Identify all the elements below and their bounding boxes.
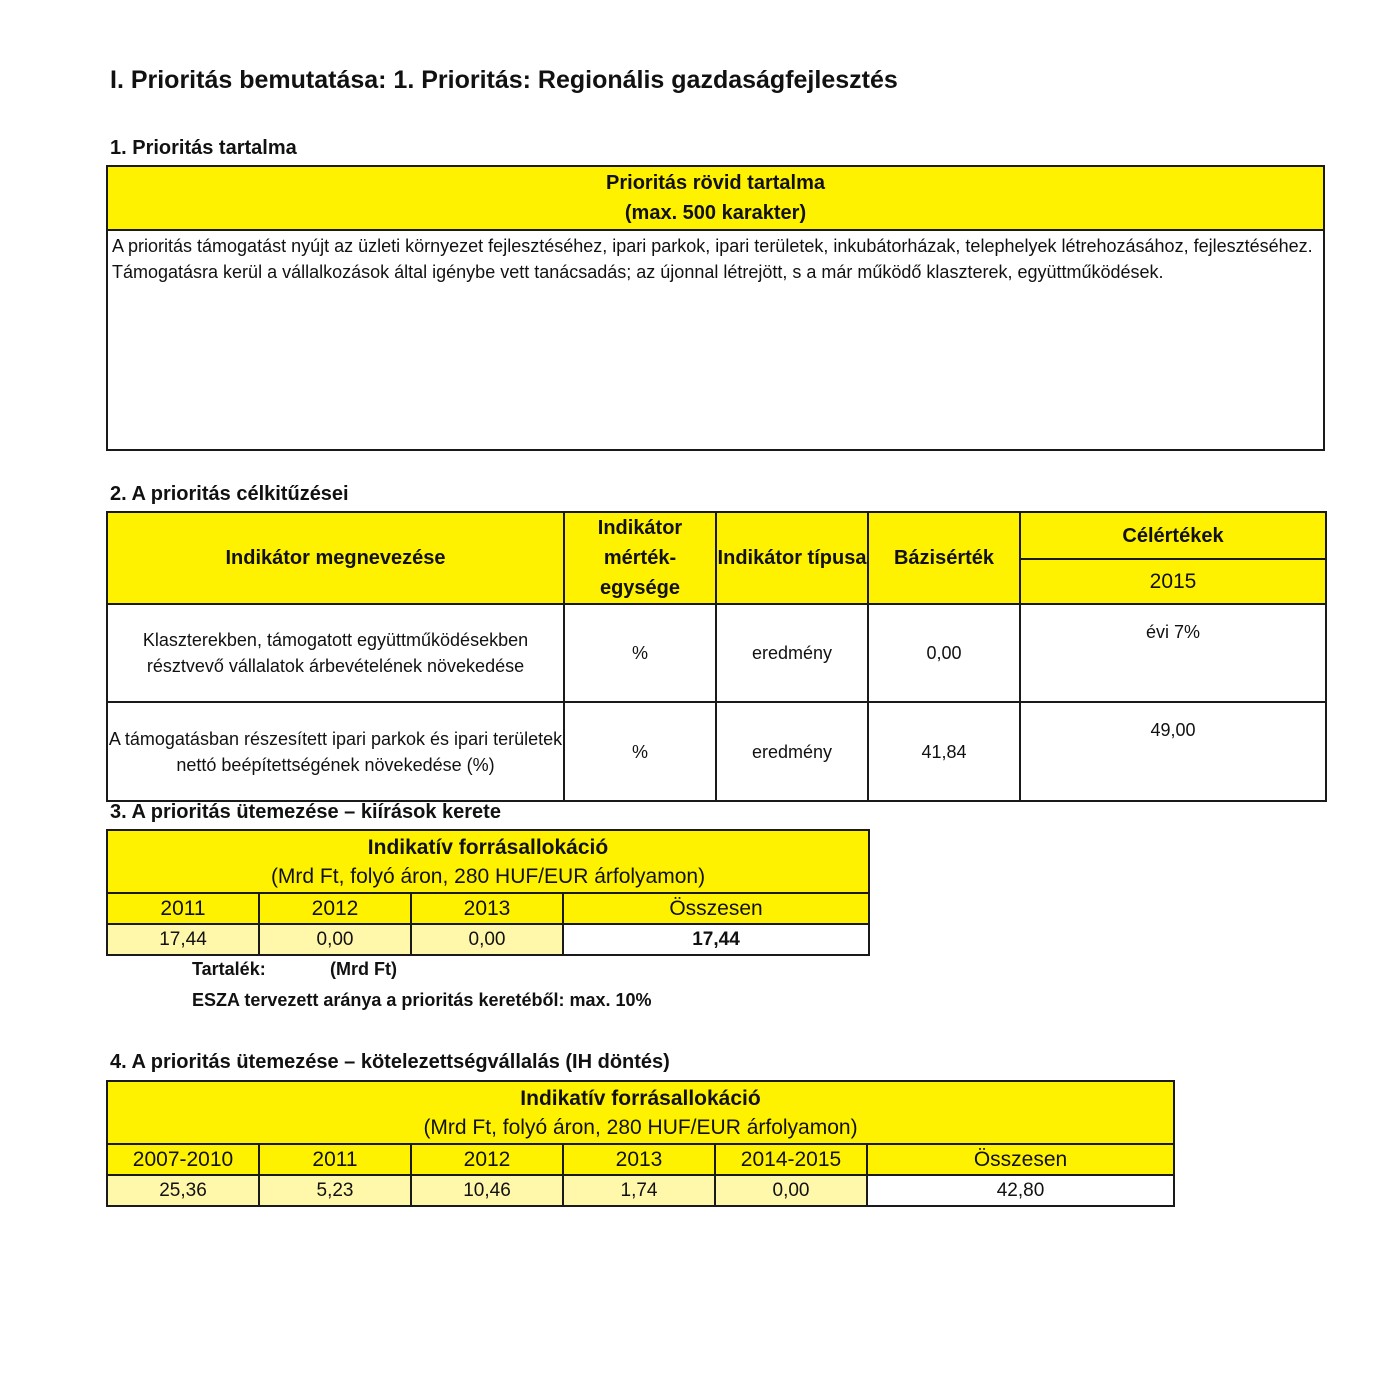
section2-heading: 2. A prioritás célkitűzései [110, 483, 349, 505]
col-header-base-value: Bázisérték [868, 512, 1020, 604]
indicator-name-cell: A támogatásban részesített ipari parkok és ipari területek nettó beépítettségének növekedése (%) [107, 702, 564, 801]
col-header-indicator-name: Indikátor megnevezése [107, 512, 564, 604]
allocation-subtitle: (Mrd Ft, folyó áron, 280 HUF/EUR árfolyamon) [270, 864, 706, 888]
priority-content-header-line2: (max. 500 karakter) [624, 202, 807, 224]
page-title: I. Prioritás bemutatása: 1. Prioritás: Regionális gazdaságfejlesztés [110, 66, 898, 94]
allocation-header [107, 1081, 1174, 1144]
target-value-cell: 49,00 [1020, 702, 1326, 801]
value-cell: 10,46 [411, 1175, 563, 1206]
indicator-unit-cell: % [564, 604, 716, 702]
col-header-targets: Célértékek [1020, 512, 1326, 559]
col-header-year: 2011 [107, 893, 259, 924]
value-cell: 25,36 [107, 1175, 259, 1206]
value-cell: 17,44 [107, 924, 259, 955]
allocation-title: Indikatív forrásallokáció [520, 1086, 761, 1110]
allocation-header [107, 830, 869, 893]
table-row [107, 604, 1326, 702]
col-header-year: 2013 [411, 893, 563, 924]
priority-content-body: A prioritás támogatást nyújt az üzleti környezet fejlesztéséhez, ipari parkok, ipari területek, inkubátorházak, telephelyek létrehozásához, fejlesztéséhez. Támogatásra kerül a vállalkozások által igénybe vett tanácsadás; az újonnal létrejött, s a már működő klaszterek, együttműködések. [107, 230, 1324, 450]
table-row [107, 924, 869, 955]
col-header-indicator-type: Indikátor típusa [716, 512, 868, 604]
col-header-indicator-unit: Indikátor mérték-egysége [564, 512, 716, 604]
base-value-cell: 41,84 [868, 702, 1020, 801]
indicator-unit-cell: % [564, 702, 716, 801]
base-value-cell: 0,00 [868, 604, 1020, 702]
allocation-subtitle: (Mrd Ft, folyó áron, 280 HUF/EUR árfolyamon) [423, 1115, 858, 1139]
esza-note: ESZA tervezett aránya a prioritás keretéből: max. 10% [192, 990, 652, 1010]
table-row [107, 1175, 1174, 1206]
col-header-year: 2007-2010 [107, 1144, 259, 1175]
col-header-total: Összesen [563, 893, 869, 924]
col-header-total: Összesen [867, 1144, 1174, 1175]
value-cell: 0,00 [259, 924, 411, 955]
allocation-title: Indikatív forrásallokáció [367, 835, 609, 859]
value-cell: 0,00 [411, 924, 563, 955]
table-row [107, 702, 1326, 801]
indicator-type-cell: eredmény [716, 702, 868, 801]
total-value-cell: 42,80 [867, 1175, 1174, 1206]
call-schedule-table [106, 829, 870, 956]
priority-content-table [106, 165, 1325, 451]
col-header-year: 2011 [259, 1144, 411, 1175]
value-cell: 1,74 [563, 1175, 715, 1206]
col-header-year: 2014-2015 [715, 1144, 867, 1175]
reserve-label: Tartalék: [192, 959, 266, 979]
col-header-target-year: 2015 [1020, 559, 1326, 604]
total-value-cell: 17,44 [563, 924, 869, 955]
indicator-type-cell: eredmény [716, 604, 868, 702]
priority-content-header-line1: Prioritás rövid tartalma [606, 172, 825, 194]
objectives-table [106, 511, 1327, 802]
indicator-name-cell: Klaszterekben, támogatott együttműködésekben résztvevő vállalatok árbevételének növekedése [107, 604, 564, 702]
target-value-cell: évi 7% [1020, 604, 1326, 702]
col-header-year: 2012 [259, 893, 411, 924]
value-cell: 5,23 [259, 1175, 411, 1206]
col-header-year: 2013 [563, 1144, 715, 1175]
col-header-year: 2012 [411, 1144, 563, 1175]
section1-heading: 1. Prioritás tartalma [110, 137, 297, 159]
section3-heading: 3. A prioritás ütemezése – kiírások kerete [110, 801, 501, 823]
section4-heading: 4. A prioritás ütemezése – kötelezettségvállalás (IH döntés) [110, 1051, 670, 1073]
value-cell: 0,00 [715, 1175, 867, 1206]
commitment-schedule-table [106, 1080, 1175, 1207]
priority-content-header [107, 166, 1324, 230]
reserve-unit: (Mrd Ft) [330, 959, 397, 979]
